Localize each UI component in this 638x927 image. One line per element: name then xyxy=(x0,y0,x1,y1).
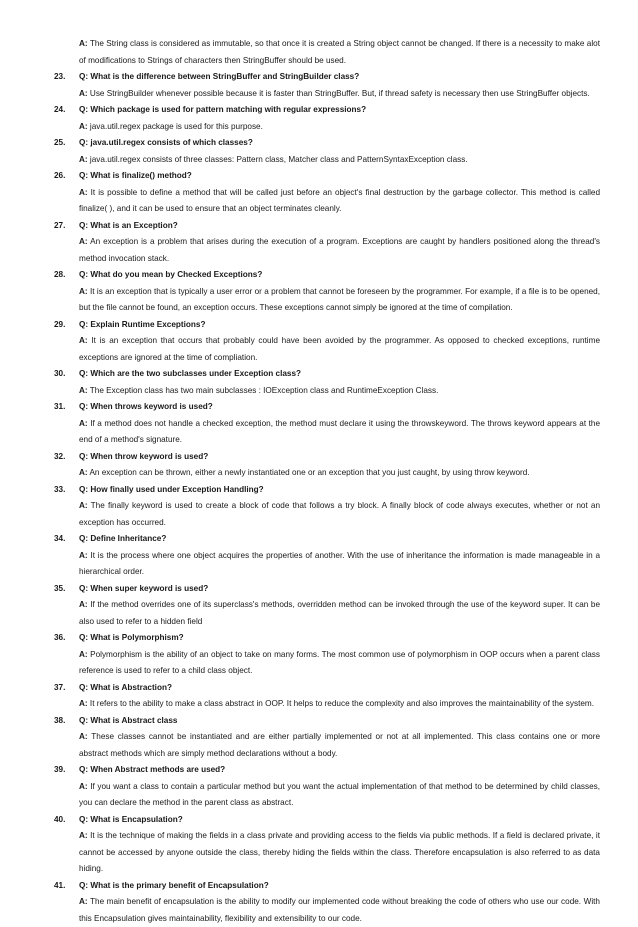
answer-body: The String class is considered as immutable, so that once it is created a String object cannot be changed. If there is a necessity to make alot of modifications to Strings of characters then StringBuffer should be used. xyxy=(79,39,600,65)
answer-label: A: xyxy=(79,89,88,98)
answer-text xyxy=(79,729,600,762)
answer-label: A: xyxy=(79,188,88,197)
answer-label: A: xyxy=(79,501,88,510)
document-page xyxy=(0,36,638,927)
question-text: Q: What is an Exception? xyxy=(79,218,600,235)
question-text: Q: Which are the two subclasses under Exception class? xyxy=(79,366,600,383)
answer-label: A: xyxy=(79,831,88,840)
answer-label: A: xyxy=(79,287,88,296)
answer-label: A: xyxy=(79,551,88,560)
answer-label: A: xyxy=(79,386,88,395)
qa-item xyxy=(0,482,638,532)
answer-body: These classes cannot be instantiated and are either partially implemented or not at all implemented. This class contains one or more abstract methods which are simply method declarations without a body. xyxy=(79,732,600,758)
answer-text xyxy=(79,828,600,878)
question-text: Q: What is finalize() method? xyxy=(79,168,600,185)
qa-item xyxy=(0,680,638,713)
answer-label: A: xyxy=(79,39,88,48)
item-number: 27. xyxy=(54,218,76,235)
question-text: Q: Define Inheritance? xyxy=(79,531,600,548)
answer-body: The Exception class has two main subclasses : IOException class and RuntimeException Class. xyxy=(90,386,439,395)
answer-body: java.util.regex package is used for this purpose. xyxy=(90,122,263,131)
answer-text xyxy=(79,647,600,680)
answer-body: If a method does not handle a checked exception, the method must declare it using the throwskeyword. The throws keyword appears at the end of a method's signature. xyxy=(79,419,600,445)
intro-answer xyxy=(0,36,638,69)
answer-body: It is the process where one object acquires the properties of another. With the use of inheritance the information is made manageable in a hierarchical order. xyxy=(79,551,600,577)
qa-list xyxy=(0,69,638,927)
question-text: Q: What is Polymorphism? xyxy=(79,630,600,647)
qa-item xyxy=(0,581,638,631)
question-text: Q: When Abstract methods are used? xyxy=(79,762,600,779)
qa-item xyxy=(0,812,638,878)
answer-text xyxy=(79,548,600,581)
answer-text xyxy=(79,333,600,366)
qa-item xyxy=(0,399,638,449)
item-number: 41. xyxy=(54,878,76,895)
qa-item xyxy=(0,449,638,482)
item-number: 23. xyxy=(54,69,76,86)
answer-label: A: xyxy=(79,237,88,246)
answer-body: Use StringBuilder whenever possible because it is faster than StringBuffer. But, if thread safety is necessary then use StringBuffer objects. xyxy=(90,89,590,98)
answer-label: A: xyxy=(79,897,88,906)
question-text: Q: What is Abstract class xyxy=(79,713,600,730)
answer-label: A: xyxy=(79,468,88,477)
answer-body: The main benefit of encapsulation is the ability to modify our implemented code without breaking the code of others who use our code. With this Encapsulation gives maintainability, flexibility and extensibility to our code. xyxy=(79,897,600,923)
question-text: Q: How finally used under Exception Handling? xyxy=(79,482,600,499)
answer-body: The finally keyword is used to create a block of code that follows a try block. A finally block of code always executes, whether or not an exception has occurred. xyxy=(79,501,600,527)
question-text: Q: What is the primary benefit of Encapsulation? xyxy=(79,878,600,895)
answer-label: A: xyxy=(79,650,88,659)
item-number: 32. xyxy=(54,449,76,466)
qa-item xyxy=(0,69,638,102)
answer-label: A: xyxy=(79,122,88,131)
item-number: 24. xyxy=(54,102,76,119)
answer-body: It is an exception that occurs that probably could have been avoided by the programmer. As opposed to checked exceptions, runtime exceptions are ignored at the time of compliation. xyxy=(79,336,600,362)
answer-body: Polymorphism is the ability of an object to take on many forms. The most common use of polymorphism in OOP occurs when a parent class reference is used to refer to a child class object. xyxy=(79,650,600,676)
question-text: Q: What is Abstraction? xyxy=(79,680,600,697)
answer-label: A: xyxy=(79,155,88,164)
answer-body: It is possible to define a method that will be called just before an object's final destruction by the garbage collector. This method is called finalize( ), and it can be used to ensure that an object terminates cleanly. xyxy=(79,188,600,214)
question-text: Q: What is Encapsulation? xyxy=(79,812,600,829)
answer-label: A: xyxy=(79,732,88,741)
qa-item xyxy=(0,102,638,135)
item-number: 40. xyxy=(54,812,76,829)
qa-item xyxy=(0,878,638,927)
item-number: 31. xyxy=(54,399,76,416)
answer-body: An exception is a problem that arises during the execution of a program. Exceptions are caught by handlers positioned along the thread's method invocation stack. xyxy=(79,237,600,263)
qa-item xyxy=(0,168,638,218)
qa-item xyxy=(0,218,638,268)
qa-item xyxy=(0,762,638,812)
item-number: 36. xyxy=(54,630,76,647)
item-number: 39. xyxy=(54,762,76,779)
item-number: 28. xyxy=(54,267,76,284)
answer-text xyxy=(79,86,600,103)
answer-body: An exception can be thrown, either a newly instantiated one or an exception that you just caught, by using throw keyword. xyxy=(89,468,529,477)
answer-text xyxy=(79,234,600,267)
item-number: 34. xyxy=(54,531,76,548)
question-text: Q: When super keyword is used? xyxy=(79,581,600,598)
question-text: Q: What is the difference between StringBuffer and StringBuilder class? xyxy=(79,69,600,86)
item-number: 25. xyxy=(54,135,76,152)
answer-label: A: xyxy=(79,699,88,708)
question-text: Q: java.util.regex consists of which classes? xyxy=(79,135,600,152)
item-number: 29. xyxy=(54,317,76,334)
answer-text xyxy=(79,894,600,927)
qa-item xyxy=(0,531,638,581)
qa-item xyxy=(0,366,638,399)
qa-item xyxy=(0,630,638,680)
question-text: Q: When throws keyword is used? xyxy=(79,399,600,416)
answer-body: java.util.regex consists of three classes: Pattern class, Matcher class and PatternSyntaxException class. xyxy=(90,155,468,164)
answer-body: It is an exception that is typically a user error or a problem that cannot be foreseen by the programmer. For example, if a file is to be opened, but the file cannot be found, an exception occurs. These exceptions cannot simply be ignored at the time of compilation. xyxy=(79,287,600,313)
answer-text xyxy=(79,119,600,136)
answer-label: A: xyxy=(79,419,88,428)
item-number: 35. xyxy=(54,581,76,598)
answer-text xyxy=(79,185,600,218)
question-text: Q: When throw keyword is used? xyxy=(79,449,600,466)
answer-body: If the method overrides one of its superclass's methods, overridden method can be invoked through the use of the keyword super. It can be also used to refer to a hidden field xyxy=(79,600,600,626)
item-number: 38. xyxy=(54,713,76,730)
item-number: 30. xyxy=(54,366,76,383)
answer-label: A: xyxy=(79,336,88,345)
question-text: Q: Which package is used for pattern matching with regular expressions? xyxy=(79,102,600,119)
answer-text xyxy=(79,696,600,713)
answer-text xyxy=(79,284,600,317)
item-number: 37. xyxy=(54,680,76,697)
qa-item xyxy=(0,317,638,367)
item-number: 33. xyxy=(54,482,76,499)
question-text: Q: Explain Runtime Exceptions? xyxy=(79,317,600,334)
answer-text xyxy=(79,383,600,400)
answer-text xyxy=(79,416,600,449)
answer-text xyxy=(79,779,600,812)
qa-item xyxy=(0,135,638,168)
answer-text xyxy=(79,498,600,531)
answer-body: It is the technique of making the fields in a class private and providing access to the fields via public methods. If a field is declared private, it cannot be accessed by anyone outside the class, thereby hiding the fields within the class. Therefore encapsulation is also referred to as data hiding. xyxy=(79,831,600,873)
question-text: Q: What do you mean by Checked Exceptions? xyxy=(79,267,600,284)
answer-body: If you want a class to contain a particular method but you want the actual implementation of that method to be determined by child classes, you can declare the method in the parent class as abstract. xyxy=(79,782,600,808)
answer-body: It refers to the ability to make a class abstract in OOP. It helps to reduce the complexity and also improves the maintainability of the system. xyxy=(90,699,594,708)
answer-text xyxy=(79,597,600,630)
item-number: 26. xyxy=(54,168,76,185)
answer-label: A: xyxy=(79,782,88,791)
qa-item xyxy=(0,267,638,317)
answer-text xyxy=(79,36,600,69)
qa-item xyxy=(0,713,638,763)
answer-label: A: xyxy=(79,600,88,609)
answer-text xyxy=(79,465,600,482)
answer-text xyxy=(79,152,600,169)
